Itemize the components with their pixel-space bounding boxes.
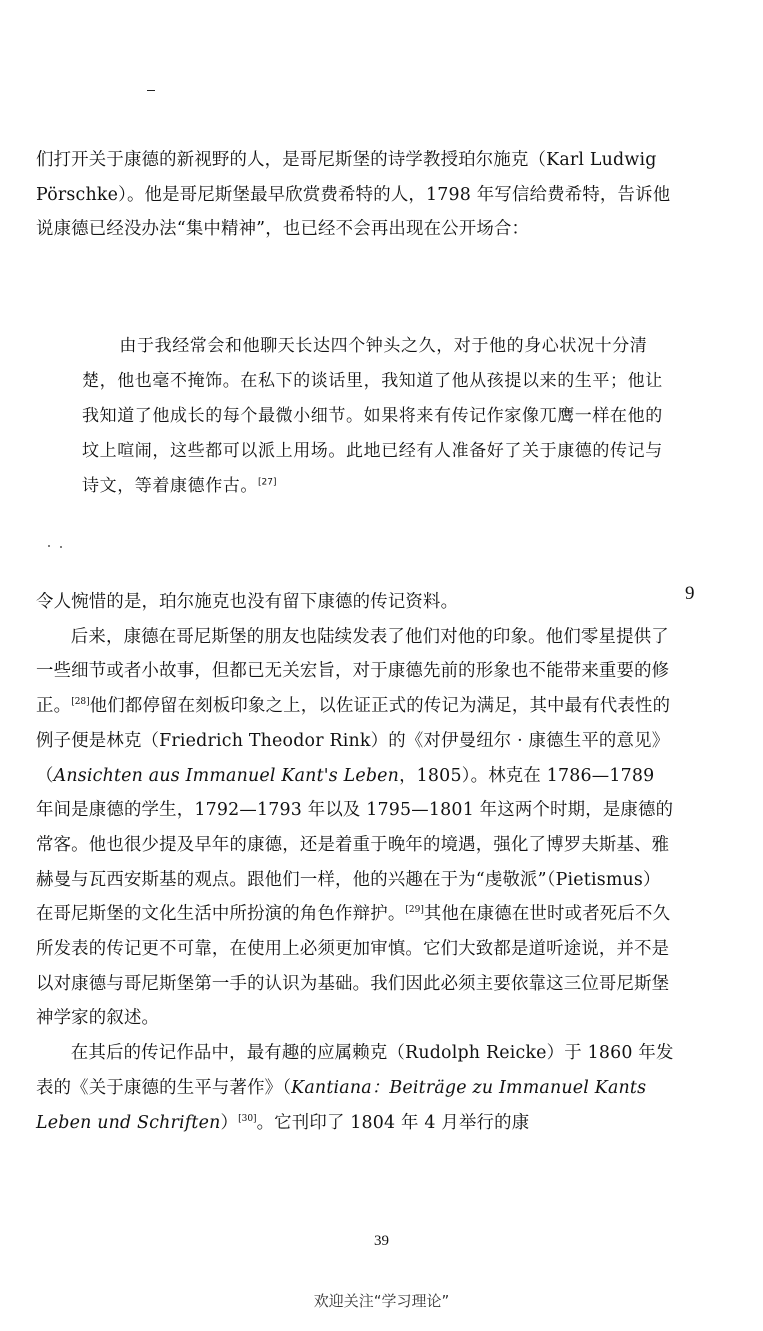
footnote-ref-30: [30] [238,1113,257,1124]
paragraph-friends: 后来，康德在哥尼斯堡的朋友也陆续发表了他们对他的印象。他们零星提供了一些细节或者小故事，但都已无关宏旨，对于康德先前的形象也不能带来重要的修正。[28]他们都停留在刻板印象之上，以佐证正式的传记为满足，其中最有代表性的例子便是林克（Friedrich Theodor Rink）的《对伊曼纽尔 · 康德生平的意见》（Ansichten aus Immanuel Kant's Leben，1805）。林克在 1786—1789 年间是康德的学生，1792—1793 年以及 1795—1801 年这两个时期，是康德的常客。他也很少提及早年的康德，还是着重于晚年的境遇，强化了博罗夫斯基、雅赫曼与瓦西安斯基的观点。跟他们一样，他的兴趣在于为“虔敬派”（Pietismus）在哥尼斯堡的文化生活中所扮演的角色作辩护。[29]其他在康德在世时或者死后不久所发表的传记更不可靠，在使用上必须更加审慎。它们大致都是道听途说，并不是以对康德与哥尼斯堡第一手的认识为基础。我们因此必须主要依靠这三位哥尼斯堡神学家的叙述。 [36,626,674,1029]
page-number: 39 [374,1233,389,1249]
scan-speck [60,546,62,548]
footnote-ref-29: [29] [405,905,424,916]
footnote-ref-28: [28] [71,697,90,708]
main-text [36,585,674,1140]
footer-watermark-text: 欢迎关注“学习理论” [313,1292,450,1310]
paragraph-intro [36,143,674,247]
paragraph-regret: 令人惋惜的是，珀尔施克也没有留下康德的传记资料。 [36,592,459,612]
scan-speck [48,545,50,547]
block-quote-text: 由于我经常会和他聊天长达四个钟头之久，对于他的身心状况十分清楚，他也毫不掩饰。在私下的谈话里，我知道了他从孩提以来的生平；他让我知道了他成长的每个最微小细节。如果将来有传记作家像兀鹰一样在他的坟上喧闹，这些都可以派上用场。此地已经有人准备好了关于康德的传记与诗文，等着康德作古。[27] [82,336,663,496]
paragraph-reicke: 在其后的传记作品中，最有趣的应属赖克（Rudolph Reicke）于 1860 年发表的《关于康德的生平与著作》（Kantiana：Beiträge zu Immanuel Kants Leben und Schriften）[30]。它刊印了 1804 年 4 月举行的康 [36,1043,674,1133]
footnote-ref-27: [27] [258,477,277,488]
paragraph-intro-text: 们打开关于康德的新视野的人，是哥尼斯堡的诗学教授珀尔施克（Karl Ludwig Pörschke）。他是哥尼斯堡最早欣赏费希特的人，1798 年写信给费希特，告诉他说康德已经没办法“集中精神”，也已经不会再出现在公开场合： [36,150,671,240]
book-title-reicke: Kantiana：Beiträge zu Immanuel Kants Leben und Schriften [36,1077,647,1133]
margin-page-number: 9 [685,583,695,604]
scan-mark [147,90,155,91]
block-quote [82,329,664,504]
book-title-rink: Ansichten aus Immanuel Kant's Leben [53,765,400,786]
